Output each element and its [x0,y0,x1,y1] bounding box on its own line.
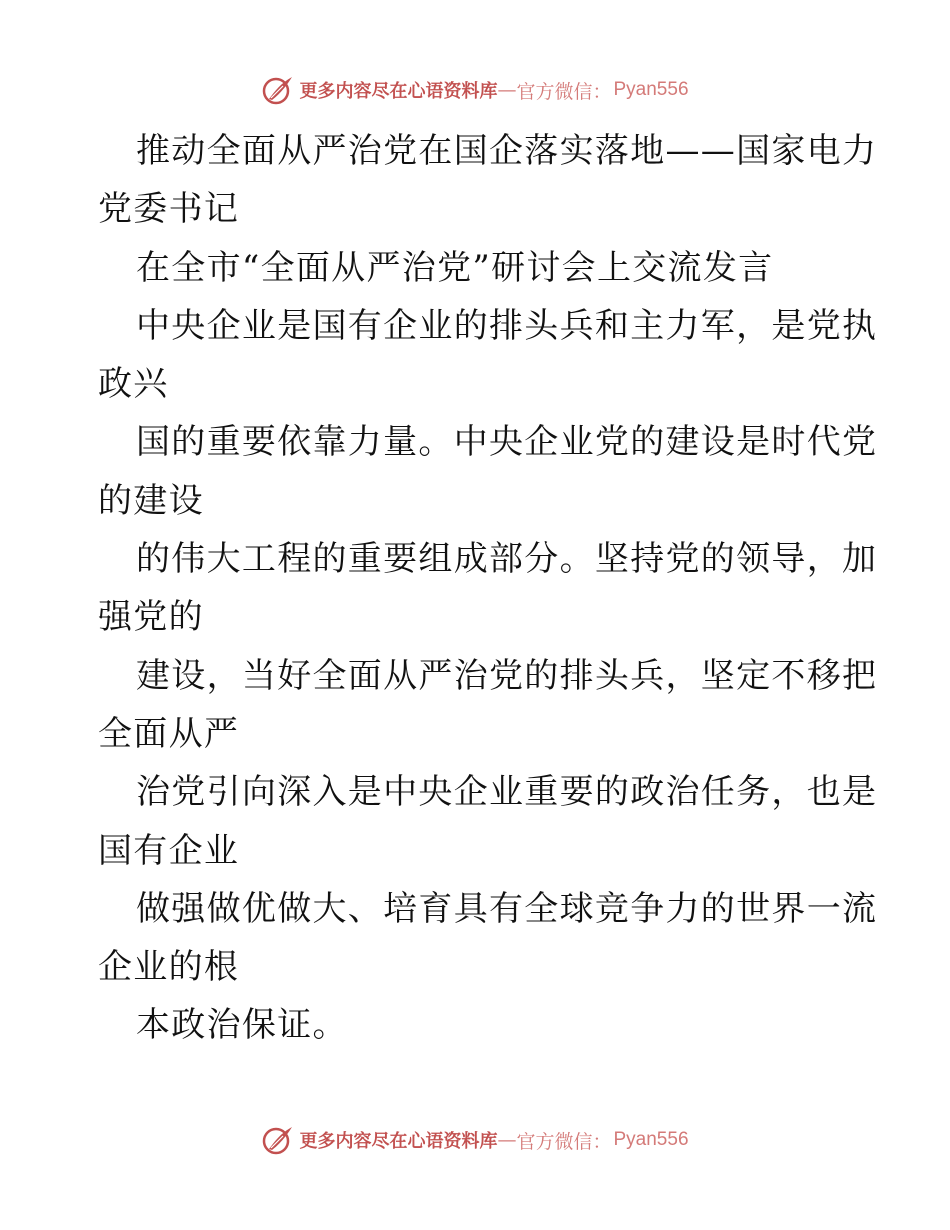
watermark-account: Pyan556 [613,1129,689,1150]
footer-watermark [0,1120,950,1160]
paragraph-line-continued: 的建设 [98,480,204,521]
watermark-account: Pyan556 [613,79,689,100]
paragraph-line-continued: 企业的根 [98,947,240,988]
feather-pen-icon [261,73,295,107]
watermark-dash: — [497,1129,517,1151]
feather-pen-icon [261,1123,295,1157]
paragraph-line-continued: 政兴 [98,364,169,405]
paragraph-line: 的伟大工程的重要组成部分。坚持党的领导，加 [136,539,878,580]
watermark-dash: — [497,79,517,101]
paragraph-line: 中央企业是国有企业的排头兵和主力军，是党执 [136,305,878,346]
title-line: 推动全面从严治党在国企落实落地——国家电力 [136,131,878,171]
paragraph-line: 建设，当好全面从严治党的排头兵，坚定不移把 [136,655,878,696]
header-watermark [0,70,950,110]
watermark-brand: 更多内容尽在心语资料库 [299,81,498,102]
document-body [98,122,878,1055]
paragraph-line-continued: 全面从严 [98,713,240,754]
paragraph-line: 本政治保证。 [136,1005,348,1046]
paragraph-line: 做强做优做大、培育具有全球竞争力的世界一流 [136,888,878,929]
paragraph-line: 治党引向深入是中央企业重要的政治任务，也是 [136,772,878,813]
watermark-label: 官方微信： [516,80,612,103]
paragraph-line-continued: 强党的 [98,597,204,638]
watermark-label: 官方微信： [516,1130,612,1153]
paragraph-line-continued: 国有企业 [98,830,240,871]
watermark-brand: 更多内容尽在心语资料库 [299,1131,498,1152]
title-line-continued: 党委书记 [98,189,240,230]
paragraph-line: 国的重要依靠力量。中央企业党的建设是时代党 [136,422,878,463]
subtitle-line: 在全市“全面从严治党”研讨会上交流发言 [136,247,774,288]
